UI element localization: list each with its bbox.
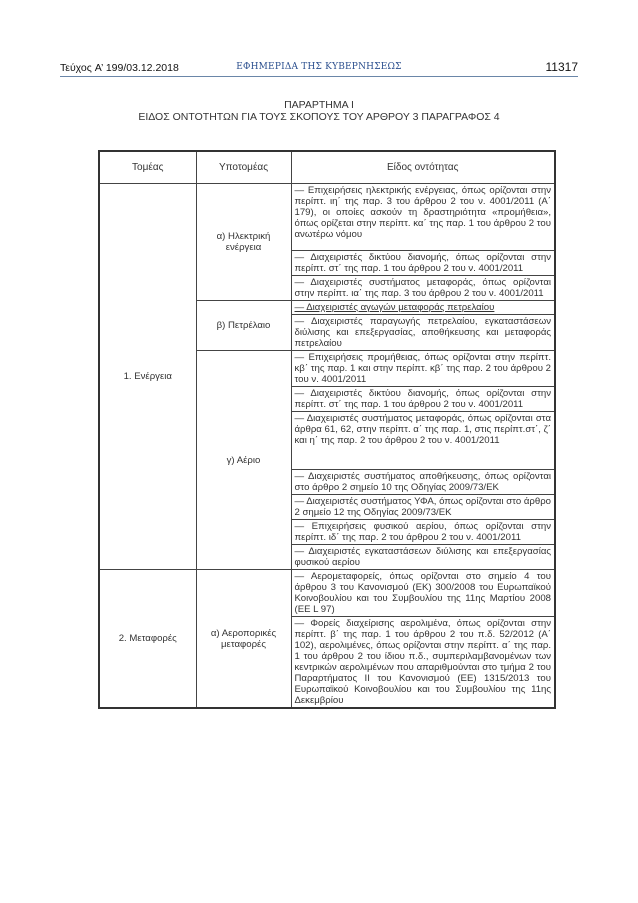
issue-number: Τεύχος A’ 199/03.12.2018: [60, 62, 179, 74]
page-header: [60, 60, 578, 77]
gazette-name: ΕΦΗΜΕΡΙΔΑ ΤΗΣ ΚΥΒΕΡΝΗΣΕΩΣ: [236, 62, 402, 72]
column-header: Τομέας: [99, 151, 196, 184]
table-row: [99, 570, 555, 617]
entity-cell: — Διαχειριστές δικτύου διανομής, όπως ορίζονται στην περίπτ. στ΄ της παρ. 1 του άρθρου 2 του ν. 4001/2011: [291, 251, 555, 276]
entity-cell: — Διαχειριστές αγωγών μεταφοράς πετρελαίου: [291, 301, 555, 315]
column-header: Είδος οντότητας: [291, 151, 555, 184]
sector-cell: 1. Ενέργεια: [99, 184, 196, 570]
entity-cell: — Αερομεταφορείς, όπως ορίζονται στο σημείο 4 του άρθρου 3 του Κανονισμού (ΕΚ) 300/2008 του Ευρωπαϊκού Κοινοβουλίου και του Συμβουλίου της 11ης Μαρτίου 2008 (ΕΕ L 97): [291, 570, 555, 617]
annex-title: [0, 99, 638, 123]
column-header: Υποτομέας: [196, 151, 291, 184]
entity-cell: — Διαχειριστές συστήματος μεταφοράς, όπως ορίζονται στην περίπτ. ια΄ της παρ. 3 του άρθρου 2 του ν. 4001/2011: [291, 276, 555, 301]
page-number: 11317: [545, 60, 578, 74]
entity-cell: — Φορείς διαχείρισης αερολιμένα, όπως ορίζονται στην περίπτ. β΄ της παρ. 1 του άρθρου 2 του π.δ. 52/2012 (Α΄ 102), αερολιμένες, όπως ορίζονται στην περίπτ. α΄ της παρ. 1 του άρθρου 2 του ίδιου π.δ., συμπεριλαμβανομένων των κεντρικών αερολιμένων που απαριθμούνται στο τμήμα 2 του Παραρτήματος ΙΙ του Κανονισμού (ΕΕ) 1315/2013 του Ευρωπαϊκού Κοινοβουλίου και του Συμβουλίου της 11ης Δεκεμβρίου: [291, 617, 555, 709]
entity-cell: — Διαχειριστές συστήματος αποθήκευσης, όπως ορίζονται στο άρθρο 2 σημείο 10 της Οδηγίας 2009/73/ΕΚ: [291, 470, 555, 495]
annex-heading: ΠΑΡΑΡΤΗΜΑ Ι: [284, 99, 354, 111]
subsector-cell: γ) Αέριο: [196, 351, 291, 570]
entity-cell: — Επιχειρήσεις φυσικού αερίου, όπως ορίζονται στην περίπτ. ιδ΄ της παρ. 2 του άρθρου 2 του ν. 4001/2011: [291, 520, 555, 545]
entity-cell: — Διαχειριστές συστήματος μεταφοράς, όπως ορίζονται στα άρθρα 61, 62, στην περίπτ. α΄ της παρ. 1, στις περίπτ.στ΄, ζ΄ και η΄ της παρ. 2 του άρθρου 2 του ν. 4001/2011: [291, 412, 555, 470]
entity-cell: — Διαχειριστές συστήματος ΥΦΑ, όπως ορίζονται στο άρθρο 2 σημείο 12 της Οδηγίας 2009/73/ΕΚ: [291, 495, 555, 520]
sector-cell: 2. Μεταφορές: [99, 570, 196, 709]
table-header-row: [99, 151, 555, 184]
entity-cell: — Επιχειρήσεις ηλεκτρικής ενέργειας, όπως ορίζονται στην περίπτ. ιη΄ της παρ. 3 του άρθρου 2 του ν. 4001/2011 (Α΄ 179), οι οποίες ασκούν τη δραστηριότητα «προμήθεια», όπως ορίζεται στην περίπτ. κα΄ της παρ. 1 του άρθρου 2 του ανωτέρω νόμου: [291, 184, 555, 251]
entity-cell: — Διαχειριστές παραγωγής πετρελαίου, εγκαταστάσεων διύλισης και επεξεργασίας, αποθήκευσης και μεταφοράς πετρελαίου: [291, 315, 555, 351]
subsector-cell: β) Πετρέλαιο: [196, 301, 291, 351]
subsector-cell: α) Ηλεκτρική ενέργεια: [196, 184, 291, 301]
entity-cell: — Διαχειριστές δικτύου διανομής, όπως ορίζονται στην περίπτ. στ΄ της παρ. 1 του άρθρου 2 του ν. 4001/2011: [291, 387, 555, 412]
table-row: [99, 184, 555, 251]
entity-table: [98, 150, 556, 709]
annex-subheading: ΕΙΔΟΣ ΟΝΤΟΤΗΤΩΝ ΓΙΑ ΤΟΥΣ ΣΚΟΠΟΥΣ ΤΟΥ ΑΡΘΡΟΥ 3 ΠΑΡΑΓΡΑΦΟΣ 4: [138, 111, 500, 123]
subsector-cell: α) Αεροπορικές μεταφορές: [196, 570, 291, 709]
entity-cell: — Επιχειρήσεις προμήθειας, όπως ορίζονται στην περίπτ. κβ΄ της παρ. 1 και στην περίπτ. κβ΄ της παρ. 2 του άρθρου 2 του ν. 4001/2011: [291, 351, 555, 387]
entity-cell: — Διαχειριστές εγκαταστάσεων διύλισης και επεξεργασίας φυσικού αερίου: [291, 545, 555, 570]
